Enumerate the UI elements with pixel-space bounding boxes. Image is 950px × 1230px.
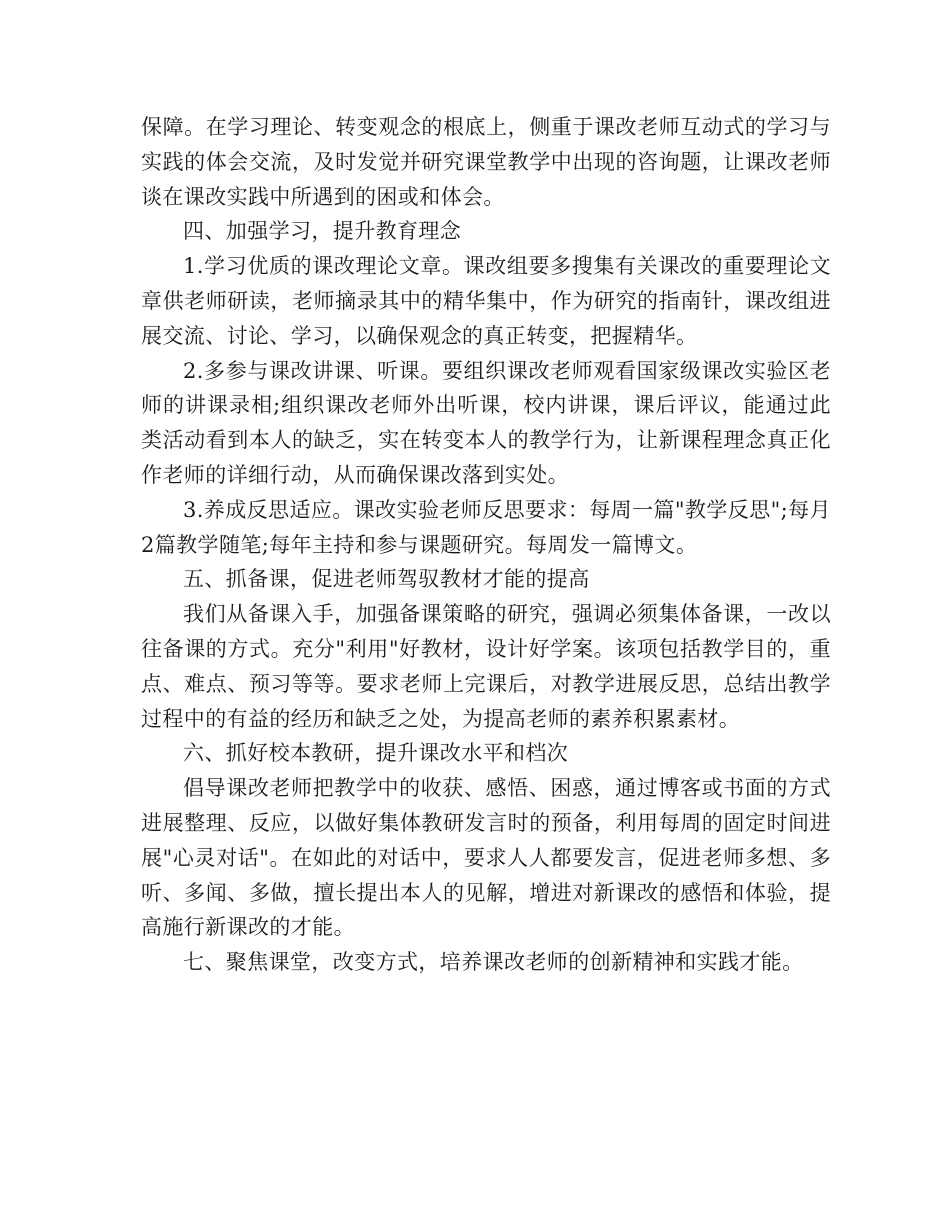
section-heading-7: 七、聚焦课堂，改变方式，培养课改老师的创新精神和实践才能。 [183, 950, 804, 975]
paragraph-item-2: 2.多参与课改讲课、听课。要组织课改老师观看国家级课改实验区老师的讲课录相;组织课改老师外出听课，校内讲课，课后评议，能通过此类活动看到本人的缺乏，实在转变本人的教学行为，让新课程理念真正化作老师的详细行动，从而确保课改落到实处。 [141, 358, 831, 487]
section-heading-5: 五、抓备课，促进老师驾驭教材才能的提高 [183, 567, 590, 592]
section-heading-6: 六、抓好校本教研，提升课改水平和档次 [183, 741, 569, 766]
paragraph-item-1: 1.学习优质的课改理论文章。课改组要多搜集有关课改的重要理论文章供老师研读，老师摘录其中的精华集中，作为研究的指南针，课改组进展交流、讨论、学习，以确保观念的真正转变，把握精华。 [141, 254, 831, 348]
document-body [141, 110, 831, 980]
section-heading-4: 四、加强学习，提升教育理念 [183, 219, 462, 244]
paragraph-item-3: 3.养成反思适应。课改实验老师反思要求：每周一篇"教学反思";每月2篇教学随笔;每年主持和参与课题研究。每周发一篇博文。 [141, 497, 831, 557]
paragraph-section-6: 倡导课改老师把教学中的收获、感悟、困惑，通过博客或书面的方式进展整理、反应，以做好集体教研发言时的预备，利用每周的固定时间进展"心灵对话"。在如此的对话中，要求人人都要发言，促进老师多想、多听、多闻、多做，擅长提出本人的见解，增进对新课改的感悟和体验，提高施行新课改的才能。 [141, 776, 831, 940]
paragraph-continuation: 保障。在学习理论、转变观念的根底上，侧重于课改老师互动式的学习与实践的体会交流，及时发觉并研究课堂教学中出现的咨询题，让课改老师谈在课改实践中所遇到的困或和体会。 [141, 115, 831, 209]
paragraph-section-5: 我们从备课入手，加强备课策略的研究，强调必须集体备课，一改以往备课的方式。充分"利用"好教材，设计好学案。该项包括教学目的，重点、难点、预习等等。要求老师上完课后，对教学进展反思，总结出教学过程中的有益的经历和缺乏之处，为提高老师的素养积累素材。 [141, 602, 831, 731]
